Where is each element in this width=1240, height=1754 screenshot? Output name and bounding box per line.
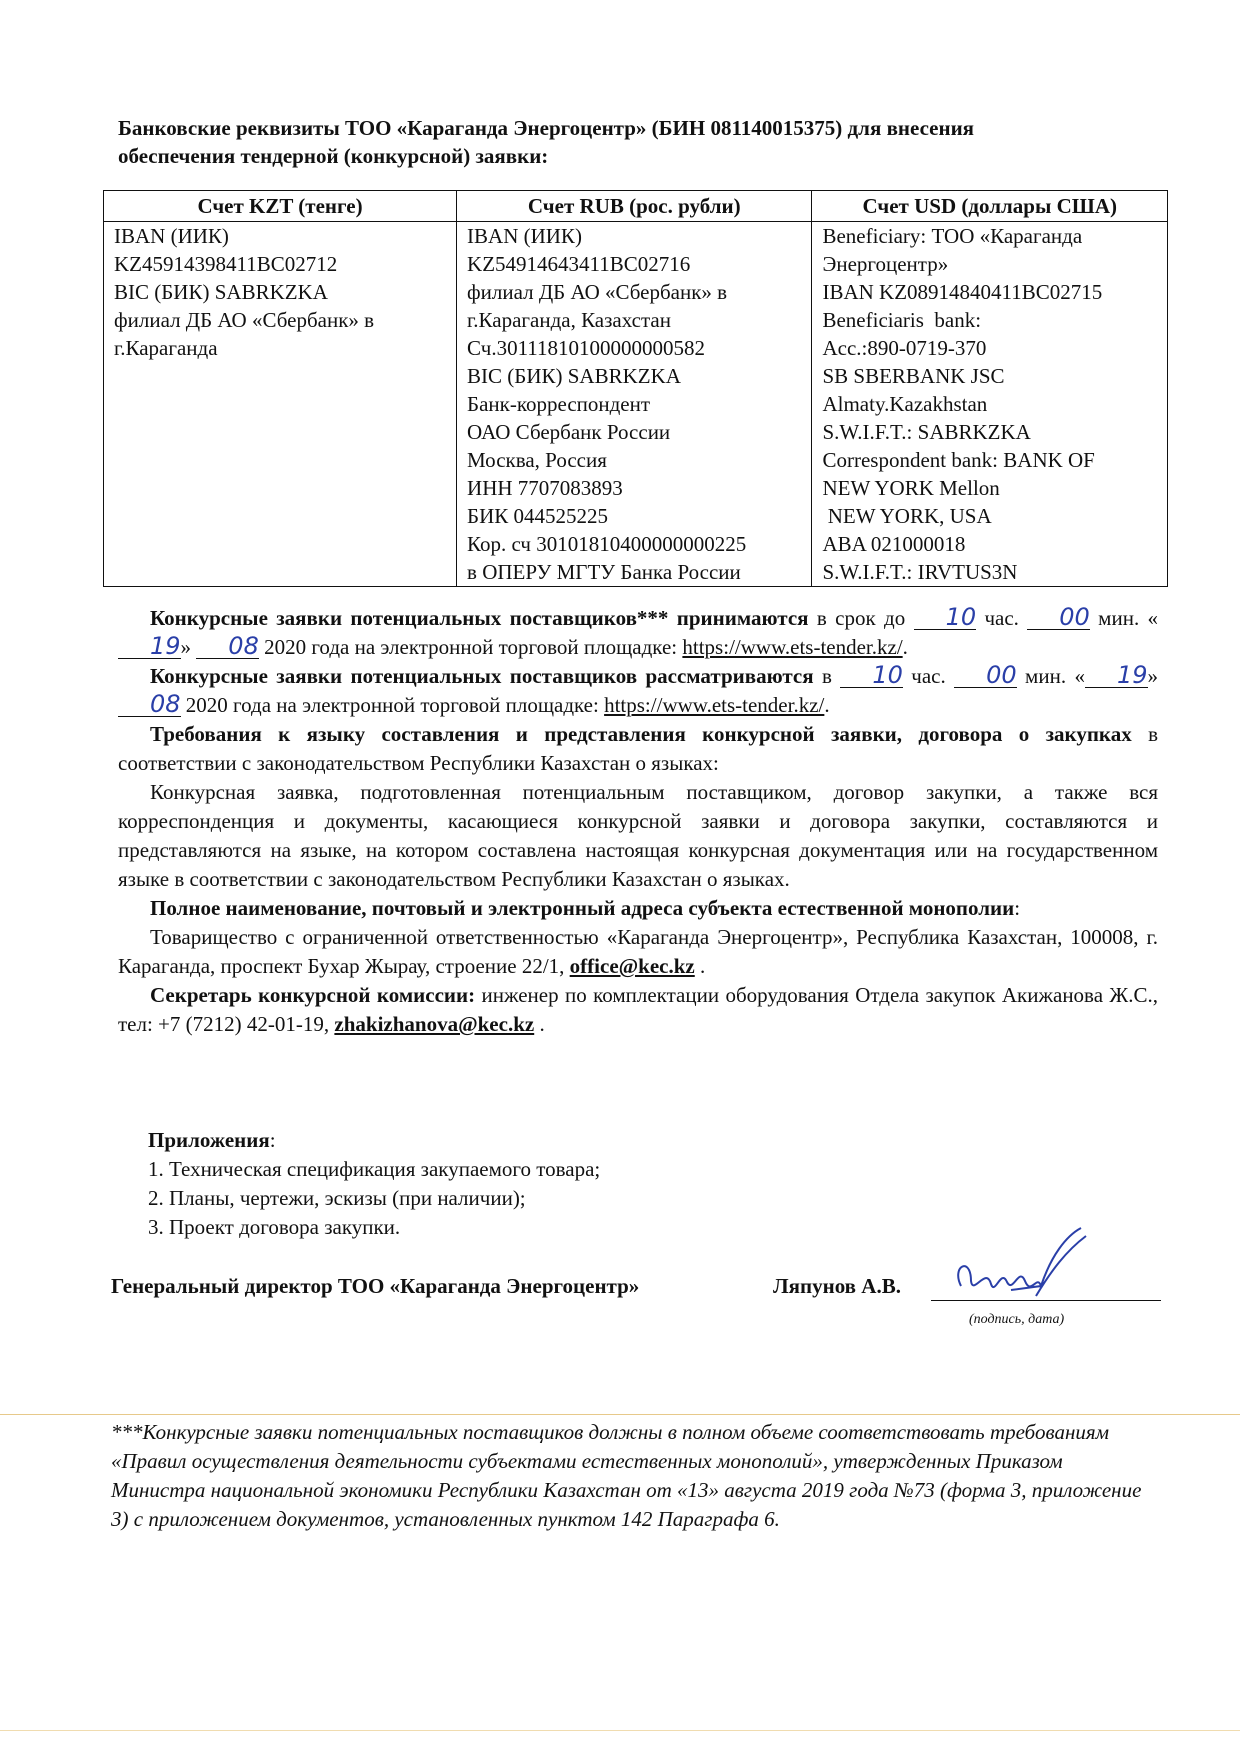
rub-line: Банк-корреспондент [467, 392, 651, 416]
usd-line: ABA 021000018 [822, 532, 966, 556]
text: 2020 года на электронной торговой площадке: [258, 635, 683, 659]
text: в срок до [808, 606, 914, 630]
usd-line: S.W.I.F.T.: IRVTUS3N [822, 560, 1018, 584]
kzt-line: BIC (БИК) SABRKZKA [114, 280, 328, 304]
handwritten-month: 08 [196, 634, 259, 659]
separator-line [0, 1414, 1240, 1415]
text: час. [976, 606, 1019, 630]
text: . [534, 1012, 545, 1036]
text: 2020 года на электронной торговой площадке: [180, 693, 605, 717]
secretary-email-link[interactable]: zhakizhanova@kec.kz [334, 1012, 535, 1036]
appendix-item: 3. Проект договора закупки. [148, 1215, 401, 1239]
rub-cell [457, 222, 812, 587]
footnote: ***Конкурсные заявки потенциальных поставщиков должны в полном объеме соответствовать требованиям «Правил осуществления деятельности субъектами естественных монополий», утвержденных Приказом Министра национальной экономики Республики Казахстан от «13» августа 2019 года №73 (форма 3, приложение 3) с приложением документов, установленных пунктом 142 Параграфа 6. [111, 1420, 1142, 1531]
rub-line: Сч.30111810100000000582 [467, 336, 706, 360]
review-date-paragraph [118, 662, 1158, 720]
bold-text: принимаются [668, 606, 809, 630]
rub-line: филиал ДБ АО «Сбербанк» в [467, 280, 728, 304]
rub-line: БИК 044525225 [467, 504, 609, 528]
usd-cell [812, 222, 1168, 587]
ets-tender-link[interactable]: https://www.ets-tender.kz/ [682, 635, 903, 659]
rub-line: Кор. сч 30101810400000000225 [467, 532, 747, 556]
handwritten-hour: 10 [914, 605, 977, 630]
company-address-paragraph [118, 923, 1158, 981]
language-details-paragraph: Конкурсная заявка, подготовленная потенциальным поставщиком, договор закупки, а также вся корреспонденция и документы, касающиеся конкурсной заявки и договора закупки, составляются и представляются на языке, на котором составлена настоящая конкурсная документация или на государственном языке в соответствии с законодательством Республики Казахстан о языках. [118, 780, 1158, 891]
kzt-line: IBAN (ИИК) [114, 224, 229, 248]
rub-line: Москва, Россия [467, 448, 607, 472]
rub-line: ОАО Сбербанк России [467, 420, 671, 444]
heading-line-1: Банковские реквизиты ТОО «Караганда Энергоцентр» (БИН 081140015375) для внесения [118, 116, 975, 140]
rub-line: ИНН 7707083893 [467, 476, 623, 500]
bank-details-table [103, 190, 1168, 587]
document-body [118, 604, 1158, 1039]
usd-line: SB SBERBANK JSC [822, 364, 1005, 388]
ets-tender-link[interactable]: https://www.ets-tender.kz/ [604, 693, 825, 717]
usd-line: S.W.I.F.T.: SABRKZKA [822, 420, 1031, 444]
signatory-position: Генеральный директор ТОО «Караганда Энергоцентр» [111, 1274, 640, 1298]
signatory-name: Ляпунов А.В. [773, 1274, 901, 1298]
text: . [902, 635, 908, 659]
text: . [694, 954, 706, 978]
text: » [180, 635, 197, 659]
kzt-line: филиал ДБ АО «Сбербанк» в [114, 308, 375, 332]
column-header-rub: Счет RUB (рос. рубли) [457, 191, 812, 222]
signature-caption: (подпись, дата) [969, 1312, 1065, 1327]
text: . [824, 693, 830, 717]
rub-line: IBAN (ИИК) [467, 224, 582, 248]
text: Товарищество с ограниченной ответственностью «Караганда Энергоцентр», Республика Казахстан, 100008, г. Караганда, проспект Бухар Жырау, строение 22/1, [118, 925, 1158, 978]
submission-deadline-paragraph [118, 604, 1158, 662]
heading-line-2: обеспечения тендерной (конкурсной) заявки: [118, 144, 549, 168]
appendix-item: 2. Планы, чертежи, эскизы (при наличии); [148, 1186, 526, 1210]
signature-block [111, 1264, 1161, 1334]
text: » [1147, 664, 1159, 688]
bank-details-heading [118, 114, 1158, 170]
text: в [813, 664, 841, 688]
secretary-paragraph [118, 981, 1158, 1039]
text: час. [902, 664, 955, 688]
bold-text: Конкурсные заявки потенциальных поставщиков рассматриваются [150, 664, 814, 688]
usd-line: NEW YORK Mellon [822, 476, 1000, 500]
text: мин. « [1016, 664, 1085, 688]
appendix-title [148, 1126, 600, 1155]
separator-line [0, 1730, 1240, 1731]
monopoly-name-paragraph [118, 894, 1158, 923]
column-header-usd: Счет USD (доллары США) [812, 191, 1168, 222]
appendix-item: 1. Техническая спецификация закупаемого товара; [148, 1157, 601, 1181]
bold-text: Полное наименование, почтовый и электронный адреса субъекта естественной монополии [150, 896, 1015, 920]
usd-line: Correspondent bank: BANK OF [822, 448, 1095, 472]
column-header-kzt: Счет KZT (тенге) [104, 191, 457, 222]
language-requirements-paragraph [118, 720, 1158, 778]
bold-text: Секретарь конкурсной комиссии: [150, 983, 476, 1007]
kzt-line: г.Караганда [114, 336, 218, 360]
usd-line: NEW YORK, USA [822, 504, 992, 528]
kzt-cell [104, 222, 457, 587]
bold-text: Конкурсные заявки потенциальных поставщиков*** [150, 606, 669, 630]
text: в соответствии с законодательством Республики Казахстан о языках: [118, 722, 1158, 775]
text: мин. « [1089, 606, 1159, 630]
appendix-list [148, 1126, 600, 1242]
handwritten-minutes: 00 [1027, 605, 1090, 630]
usd-line: Almaty.Kazakhstan [822, 392, 988, 416]
usd-line: Beneficiaris bank: [822, 308, 982, 332]
appendix-title-text: Приложения [148, 1128, 270, 1152]
usd-line: Acc.:890-0719-370 [822, 336, 987, 360]
handwritten-minutes: 00 [954, 663, 1017, 688]
handwritten-signature [941, 1226, 1091, 1316]
rub-line: в ОПЕРУ МГТУ Банка России [467, 560, 741, 584]
handwritten-hour: 10 [840, 663, 903, 688]
handwritten-day: 19 [1085, 663, 1148, 688]
usd-line: Beneficiary: ТОО «Караганда [822, 224, 1083, 248]
text: инженер по комплектации оборудования Отдела закупок Акижанова Ж.С., тел: +7 (7212) 42-01-19, [118, 983, 1158, 1036]
usd-line: IBAN KZ08914840411BC02715 [822, 280, 1103, 304]
text: : [1014, 896, 1021, 920]
bold-text: Требования к языку составления и представления конкурсной заявки, договора о закупках [150, 722, 1132, 746]
rub-line: KZ54914643411BC02716 [467, 252, 691, 276]
text: : [269, 1128, 276, 1152]
usd-line: Энергоцентр» [822, 252, 949, 276]
handwritten-month: 08 [118, 692, 181, 717]
kzt-line: KZ45914398411BC02712 [114, 252, 338, 276]
office-email-link[interactable]: office@kec.kz [569, 954, 695, 978]
handwritten-day: 19 [118, 634, 181, 659]
rub-line: BIC (БИК) SABRKZKA [467, 364, 681, 388]
rub-line: г.Караганда, Казахстан [467, 308, 671, 332]
